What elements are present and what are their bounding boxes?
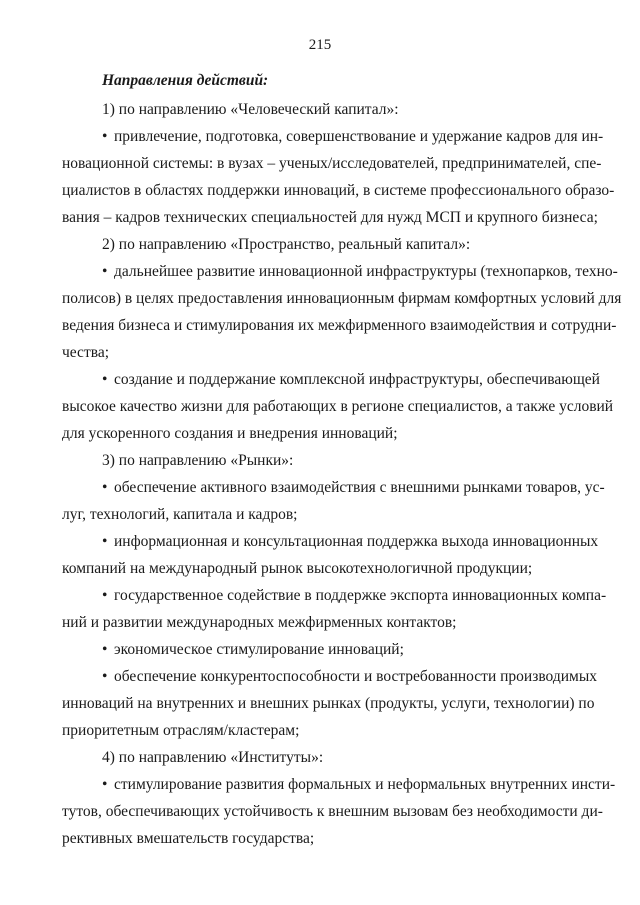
bullet-line: [62, 366, 600, 393]
line-text: стимулирование развития формальных и неформальных внутренних инсти-: [114, 776, 616, 793]
text-line: [62, 231, 583, 258]
bullet-line: [62, 528, 599, 555]
line-text: рективных вмешательств государства;: [62, 830, 315, 847]
text-line: [62, 717, 583, 744]
line-text: приоритетным отраслям/кластерам;: [62, 722, 300, 739]
bullet-line: [62, 771, 616, 798]
document-body: [62, 96, 622, 852]
line-text: циалистов в областях поддержки инноваций, в системе профессионального образо-: [62, 182, 615, 199]
bullet-icon: •: [102, 533, 108, 550]
line-text: ведения бизнеса и стимулирования их межфирменного взаимодействия и сотрудни-: [62, 317, 617, 334]
text-line: [62, 177, 615, 204]
bullet-icon: •: [102, 668, 108, 685]
line-text: вания – кадров технических специальностей для нужд МСП и крупного бизнеса;: [62, 209, 598, 226]
line-text: ний и развитии международных межфирменных контактов;: [62, 614, 457, 631]
text-line: [62, 798, 603, 825]
text-line: [62, 204, 598, 231]
text-line: [62, 420, 583, 447]
text-line: [62, 339, 583, 366]
text-line: [62, 609, 583, 636]
bullet-line: [62, 258, 618, 285]
text-line: [62, 744, 583, 771]
line-text: 3) по направлению «Рынки»:: [102, 452, 294, 469]
line-text: информационная и консультационная поддержка выхода инновационных: [114, 533, 599, 550]
line-text: привлечение, подготовка, совершенствование и удержание кадров для ин-: [114, 128, 604, 145]
bullet-line: [62, 663, 597, 690]
page-number: 215: [308, 37, 332, 53]
bullet-icon: •: [102, 371, 108, 388]
line-text: чества;: [62, 344, 110, 361]
line-text: создание и поддержание комплексной инфраструктуры, обеспечивающей: [114, 371, 600, 388]
line-text: дальнейшее развитие инновационной инфраструктуры (технопарков, техно-: [114, 263, 618, 280]
text-line: [62, 690, 595, 717]
text-line: [62, 393, 614, 420]
line-text: 1) по направлению «Человеческий капитал»:: [102, 101, 399, 118]
line-text: 4) по направлению «Институты»:: [102, 749, 324, 766]
bullet-icon: •: [102, 128, 108, 145]
line-text: обеспечение активного взаимодействия с внешними рынками товаров, ус-: [114, 479, 605, 496]
line-text: инноваций на внутренних и внешних рынках (продукты, услуги, технологии) по: [62, 695, 595, 712]
bullet-icon: •: [102, 263, 108, 280]
line-text: экономическое стимулирование инноваций;: [114, 641, 404, 658]
bullet-line: [62, 123, 604, 150]
line-text: компаний на международный рынок высокотехнологичной продукции;: [62, 560, 533, 577]
text-line: [62, 501, 583, 528]
line-text: для ускоренного создания и внедрения инноваций;: [62, 425, 398, 442]
bullet-icon: •: [102, 641, 108, 658]
bullet-icon: •: [102, 479, 108, 496]
text-line: [62, 312, 617, 339]
text-line: [62, 825, 583, 852]
line-text: луг, технологий, капитала и кадров;: [62, 506, 298, 523]
text-line: [62, 285, 622, 312]
text-line: [62, 555, 583, 582]
line-text: новационной системы: в вузах – ученых/исследователей, предпринимателей, спе-: [62, 155, 602, 172]
line-text: обеспечение конкурентоспособности и востребованности производимых: [114, 668, 597, 685]
bullet-icon: •: [102, 587, 108, 604]
bullet-line: [62, 582, 607, 609]
bullet-icon: •: [102, 776, 108, 793]
line-text: высокое качество жизни для работающих в регионе специалистов, а также условий: [62, 398, 614, 415]
section-heading: Направления действий:: [102, 72, 269, 89]
text-line: [62, 96, 583, 123]
bullet-line: [62, 636, 583, 663]
line-text: государственное содействие в поддержке экспорта инновационных компа-: [114, 587, 607, 604]
bullet-line: [62, 474, 605, 501]
text-line: [62, 447, 583, 474]
line-text: 2) по направлению «Пространство, реальный капитал»:: [102, 236, 471, 253]
text-line: [62, 150, 602, 177]
line-text: полисов) в целях предоставления инновационным фирмам комфортных условий для: [62, 290, 622, 307]
line-text: тутов, обеспечивающих устойчивость к внешним вызовам без необходимости ди-: [62, 803, 603, 820]
